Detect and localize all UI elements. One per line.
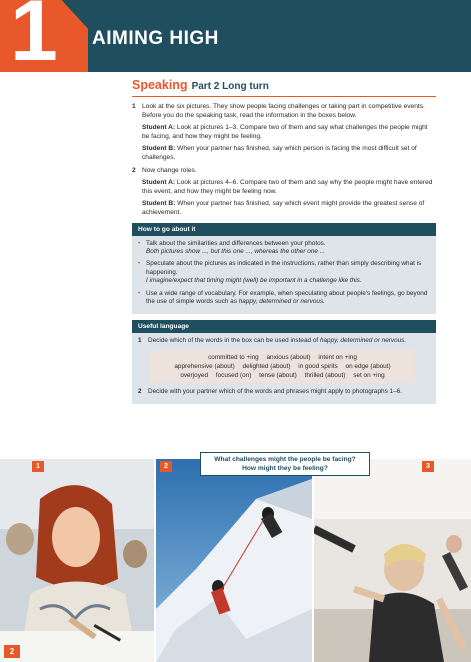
task-intro: Look at the six pictures. They show people facing challenges or taking part in competitive events. Before you do the speaking task, read the information in the boxes below. bbox=[142, 103, 425, 119]
student-b-instruction bbox=[142, 145, 436, 162]
question-line-2: How might they be feeling? bbox=[242, 465, 328, 472]
useful-language-box bbox=[132, 320, 436, 404]
word: focused (on) bbox=[215, 371, 252, 379]
useful-language-body bbox=[132, 333, 436, 404]
student-a-label: Student A: bbox=[142, 124, 176, 132]
useful-item-1 bbox=[138, 337, 430, 345]
photo-1-student-exam bbox=[0, 459, 154, 662]
useful-language-title: Useful language bbox=[132, 320, 436, 333]
photo-2-mountain-climbers bbox=[156, 459, 312, 662]
word: thrilled (about) bbox=[304, 371, 346, 379]
word: set on +ing bbox=[353, 371, 385, 379]
student-b-text: When your partner has finished, say which person is facing the most difficult set of challenges. bbox=[142, 145, 417, 161]
word: committed to +ing bbox=[208, 353, 259, 361]
student-a-label: Student A: bbox=[142, 179, 176, 187]
tip-example: I imagine/expect that timing might (well) be important in a challenge like this. bbox=[146, 277, 362, 285]
item-number: 2 bbox=[138, 387, 142, 395]
task-number: 1 bbox=[132, 103, 136, 110]
item-number: 1 bbox=[138, 337, 142, 345]
how-to-box bbox=[132, 223, 436, 315]
tip-example: happy, determined or nervous. bbox=[236, 297, 325, 305]
tip-item bbox=[138, 290, 430, 307]
unit-header bbox=[0, 0, 471, 79]
word: anxious (about) bbox=[266, 353, 311, 361]
speaking-section bbox=[132, 76, 436, 404]
tip-example: Both pictures show ..., but this one ..., whereas the other one ... bbox=[146, 247, 326, 255]
unit-number: 1 bbox=[10, 0, 58, 79]
page-number: 2 bbox=[4, 645, 20, 658]
photo-number: 3 bbox=[422, 461, 434, 472]
useful-item-2 bbox=[138, 388, 430, 396]
task-2 bbox=[132, 167, 436, 218]
photo-strip bbox=[0, 459, 471, 662]
student-b-instruction bbox=[142, 200, 436, 217]
student-b-text: When your partner has finished, say which event might provide the greatest sense of achievement. bbox=[142, 200, 425, 216]
tip-text: Use a wide range of vocabulary. For example, when speculating about people's feelings, go beyond the use of simple words such as bbox=[146, 289, 428, 305]
student-a-text: Look at pictures 4–6. Compare two of them and say why the people might have entered this event, and how they might be feeling now. bbox=[142, 179, 433, 195]
item-text: Decide with your partner which of the words and phrases might apply to photographs 1–6. bbox=[148, 387, 402, 395]
photo-number: 2 bbox=[160, 461, 172, 472]
task-intro: Now change roles. bbox=[142, 166, 197, 174]
task-1 bbox=[132, 103, 436, 163]
item-text: Decide which of the words in the box can be used instead of bbox=[148, 337, 319, 345]
how-to-body bbox=[132, 236, 436, 315]
word: overjoyed bbox=[180, 371, 209, 379]
title-divider bbox=[132, 96, 436, 97]
photo-3-illustration bbox=[314, 459, 471, 662]
tip-item bbox=[138, 260, 430, 285]
question-box bbox=[200, 452, 370, 476]
word: intent on +ing bbox=[318, 353, 357, 361]
photo-1-illustration bbox=[0, 459, 154, 662]
student-b-label: Student B: bbox=[142, 200, 176, 208]
student-a-instruction bbox=[142, 124, 436, 141]
word: tense (about) bbox=[259, 371, 297, 379]
word: delighted (about) bbox=[242, 362, 291, 370]
unit-title: AIMING HIGH bbox=[92, 28, 219, 49]
section-subtitle: Part 2 Long turn bbox=[191, 81, 269, 92]
photo-number: 1 bbox=[32, 461, 44, 472]
word: on edge (about) bbox=[345, 362, 391, 370]
photo-2-illustration bbox=[156, 459, 312, 662]
photo-3-dance-class bbox=[314, 459, 471, 662]
tip-text: • Speculate about the pictures as indicated in the instructions, rather than simply describing what is happening. bbox=[146, 260, 422, 276]
section-heading bbox=[132, 76, 436, 94]
word: apprehensive (about) bbox=[174, 362, 235, 370]
word: in good spirits bbox=[298, 362, 338, 370]
student-a-text: Look at pictures 1–3. Compare two of them and say what challenges the people might be facing, and how they might be feeling. bbox=[142, 124, 428, 140]
tip-text: • Talk about the similarities and differences between your photos. bbox=[146, 239, 326, 247]
question-line-1: What challenges might the people be facing? bbox=[214, 456, 356, 463]
how-to-title: How to go about it bbox=[132, 223, 436, 236]
tip-item bbox=[138, 240, 430, 257]
student-a-instruction bbox=[142, 179, 436, 196]
section-title: Speaking bbox=[132, 78, 188, 92]
word-box bbox=[150, 350, 415, 383]
item-italic: happy, determined or nervous. bbox=[318, 337, 407, 345]
student-b-label: Student B: bbox=[142, 145, 176, 153]
task-number: 2 bbox=[132, 166, 136, 174]
